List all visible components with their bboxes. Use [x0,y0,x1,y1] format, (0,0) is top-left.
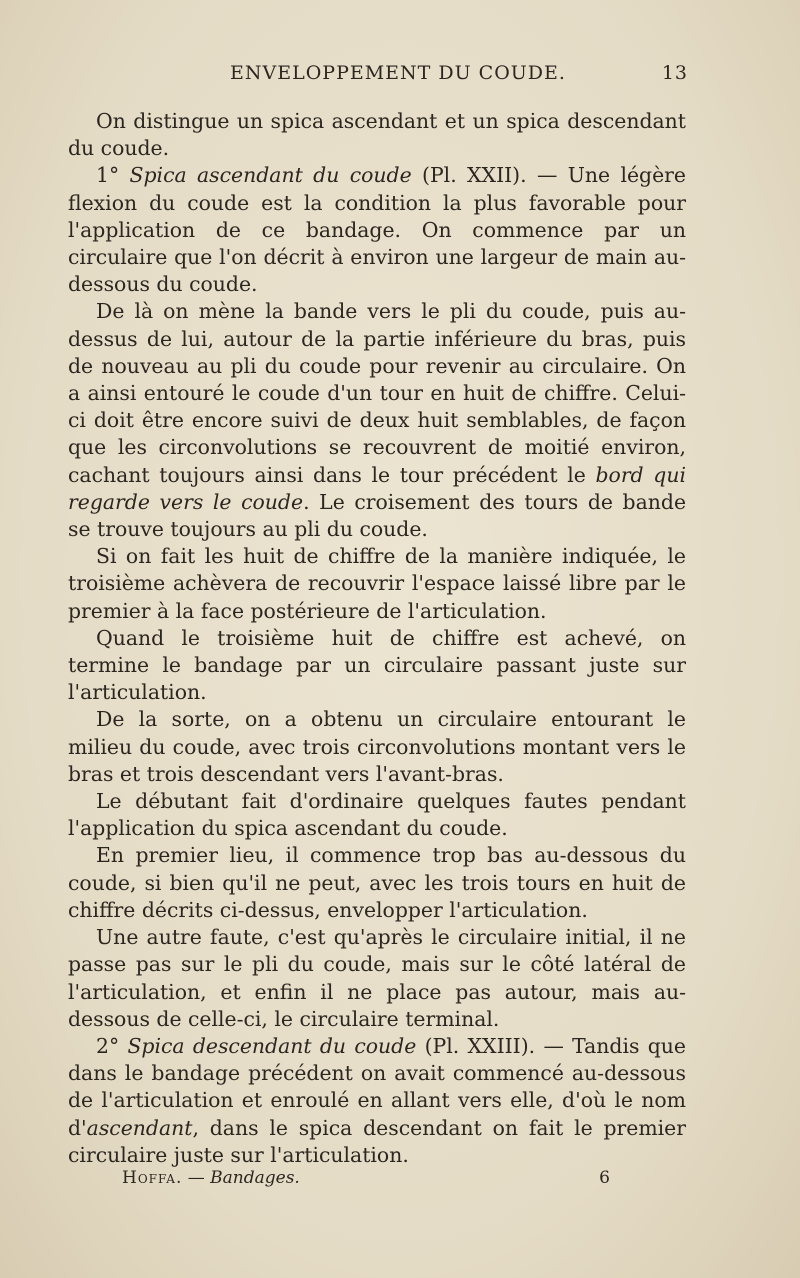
paragraph-3 [68,298,686,543]
paragraph-text: (Pl. XXIII). — Tandis que dans le bandage précédent on avait commencé au-dessous de l'articulation et enroulé en allant vers elle, d'où le nom d' [68,1033,686,1140]
paragraph-text: De là on mène la bande vers le pli du coude, puis au-dessus de lui, autour de la partie inférieure du bras, puis de nouveau au pli du coude pour revenir au circulaire. On a ainsi entouré le coude d'un tour en huit de chiffre. Celui-ci doit être encore suivi de deux huit semblables, de façon que les circonvolutions se recouvrent de moitié environ, cachant toujours ainsi dans le tour précédent le [68,299,686,487]
list-number: 1° [96,163,130,188]
paragraph-7: Le débutant fait d'ordinaire quelques fautes pendant l'application du spica ascendant du coude. [68,789,686,841]
page-body [68,108,686,1169]
paragraph-2 [68,162,686,298]
running-head [68,62,688,92]
paragraph-10 [68,1033,686,1169]
paragraph-text: (Pl. XXII). — Une légère flexion du coude est la condition la plus favorable pour l'application de ce bandage. On commence par un circulaire que l'on décrit à environ une largeur de main au-dessous du coude. [68,163,686,297]
paragraph-9: Une autre faute, c'est qu'après le circulaire initial, il ne passe pas sur le pli du coude, mais sur le côté latéral de l'articulation, et enfin il ne place pas autour, mais au-dessous de celle-ci, le circulaire terminal. [68,925,686,1031]
footer-dash: — [182,1168,211,1188]
author-name: Hoffa. [122,1168,183,1188]
page-number: 13 [661,62,688,84]
paragraph-8: En premier lieu, il commence trop bas au-dessous du coude, si bien qu'il ne peut, avec les trois tours en huit de chiffre décrits ci-dessus, envelopper l'articulation. [68,843,686,922]
paragraph-text: , dans le spica descendant on fait le premier circulaire juste sur l'articulation. [68,1115,686,1167]
chapter-title: ENVELOPPEMENT DU COUDE. [230,62,566,84]
footer-signature [122,1168,300,1188]
paragraph-1: On distingue un spica ascendant et un spica descendant du coude. [68,109,686,161]
emphasis-text: ascendant [86,1115,193,1140]
paragraph-5: Quand le troisième huit de chiffre est achevé, on termine le bandage par un circulaire passant juste sur l'articulation. [68,625,686,705]
paragraph-4: Si on fait les huit de chiffre de la manière indiquée, le troisième achèvera de recouvrir l'espace laissé libre par le premier à la face postérieure de l'articulation. [68,544,686,623]
work-title: Bandages. [210,1168,300,1188]
section-heading-ascending: Spica ascendant du coude [129,163,412,188]
section-heading-descending: Spica descendant du coude [127,1033,417,1058]
paragraph-6: De la sorte, on a obtenu un circulaire entourant le milieu du coude, avec trois circonvolutions montant vers le bras et trois descendant vers l'avant-bras. [68,707,686,786]
emphasis-text: bord qui regarde vers le coude [68,462,686,514]
list-number: 2° [96,1033,128,1058]
paragraph-text: . Le croisement des tours de bande se trouve toujours au pli du coude. [68,489,687,542]
signature-mark: 6 [599,1168,610,1188]
